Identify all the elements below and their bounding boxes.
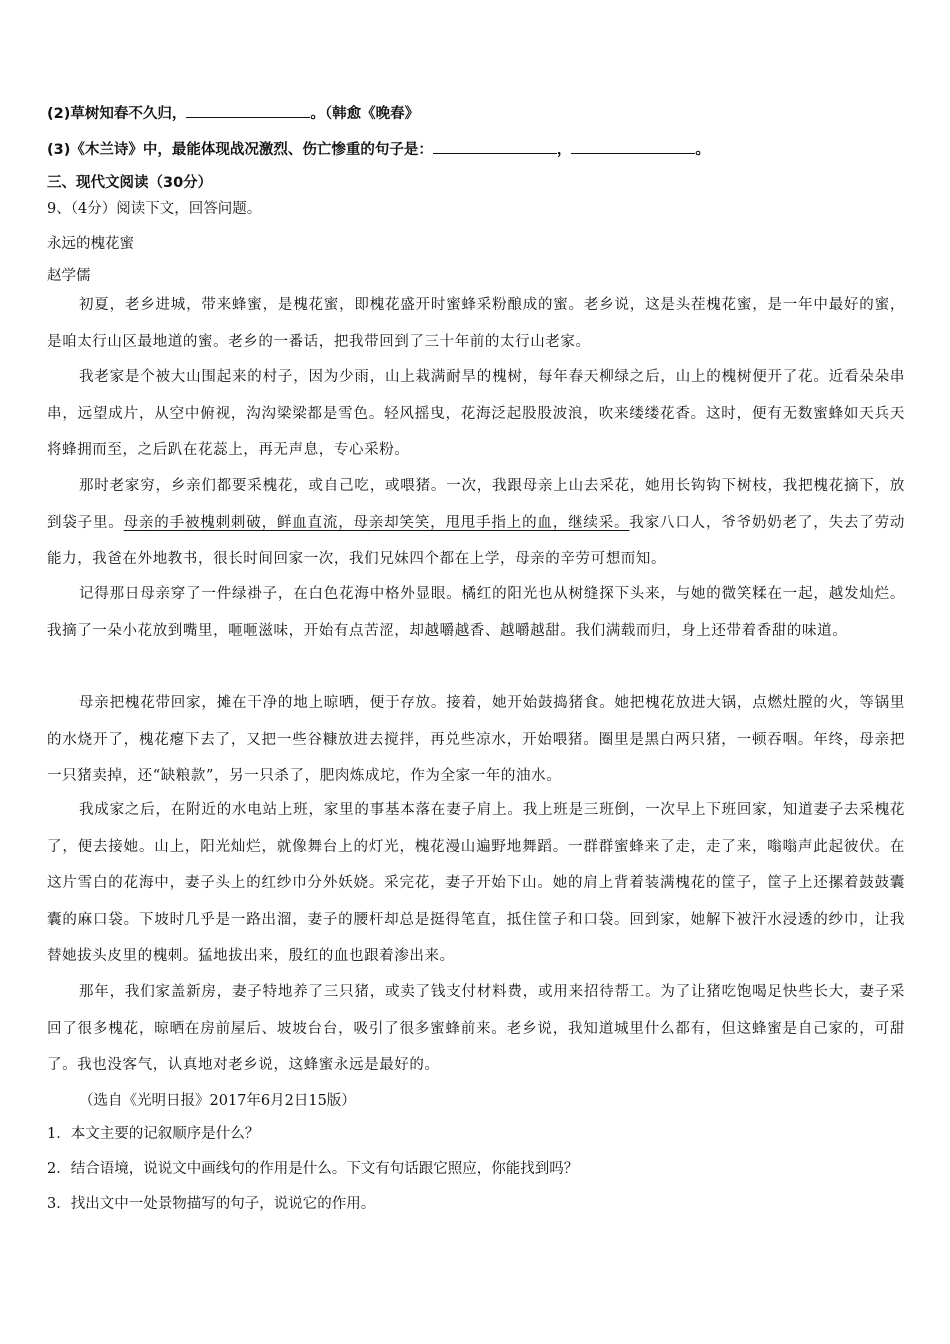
article-paragraph-1: 初夏，老乡进城，带来蜂蜜，是槐花蜜，即槐花盛开时蜜蜂采粉酿成的蜜。老乡说，这是头茬槐花蜜，是一年中最好的蜜，是咱太行山区最地道的蜜。老乡的一番话，把我带回到了三十年前的太行山老家。 <box>47 297 905 350</box>
fill-item-2-prefix: (2)草树知春不久归， <box>47 106 187 122</box>
fill-item-3-suffix: 。 <box>695 142 710 158</box>
question-intro: 9、（4分）阅读下文，回答问题。 <box>47 201 262 217</box>
article-paragraph-2: 我老家是个被大山围起来的村子，因为少雨，山上栽满耐旱的槐树，每年春天柳绿之后，山上的槐树便开了花。近看朵朵串串，远望成片，从空中俯视，沟沟梁梁都是雪色。轻风摇曳，花海泛起股股波浪，吹来缕缕花香。这时，便有无数蜜蜂如天兵天将蜂拥而至，之后趴在花蕊上，再无声息，专心采粉。 <box>47 369 905 458</box>
answer-blank[interactable] <box>571 138 695 154</box>
underlined-sentence: 母亲的手被槐刺刺破，鲜血直流，母亲却笑笑，甩甩手指上的血，继续采。 <box>123 514 630 531</box>
article-paragraph-4: 记得那日母亲穿了一件绿褂子，在白色花海中格外显眼。橘红的阳光也从树缝探下头来，与她的微笑糅在一起，越发灿烂。我摘了一朵小花放到嘴里，咂咂滋味，开始有点苦涩，却越嚼越香、越嚼越甜。我们满载而归，身上还带着香甜的味道。 <box>47 586 905 639</box>
fill-item-2 <box>47 102 419 123</box>
answer-blank[interactable] <box>433 138 557 154</box>
article-paragraph-7: 那年，我们家盖新房，妻子特地养了三只猪，或卖了钱支付材料费，或用来招待帮工。为了让猪吃饱喝足快些长大，妻子采回了很多槐花，晾晒在房前屋后、坡坡台台，吸引了很多蜜蜂前来。老乡说，我知道城里什么都有，但这蜂蜜是自己家的，可甜了。我也没客气，认真地对老乡说，这蜂蜜永远是最好的。 <box>47 984 905 1073</box>
fill-item-2-suffix: 。（韩愈《晚春》 <box>310 106 420 122</box>
question-1: 1．本文主要的记叙顺序是什么？ <box>47 1126 260 1142</box>
paragraph-3-text-after: 我家八口人，爷爷奶奶老了，失去了劳动能力，我爸在外地教书，很长时间回家一次，我们兄妹四个都在上学，母亲的辛劳可想而知。 <box>47 514 906 567</box>
paragraph-3-text-before: 那时老家穷，乡亲们都要采槐花，或自己吃，或喂猪。一次，我跟母亲上山去采花，她用长钩钩下树枝，我把槐花摘下，放到袋子里。 <box>47 478 905 531</box>
article-source: （选自《光明日报》2017年6月2日15版） <box>79 1093 356 1109</box>
fill-item-3-prefix: (3)《木兰诗》中，最能体现战况激烈、伤亡惨重的句子是： <box>47 142 433 158</box>
question-2: 2．结合语境，说说文中画线句的作用是什么。下文有句话跟它照应，你能找到吗？ <box>47 1161 579 1177</box>
article-title: 永远的槐花蜜 <box>47 236 134 252</box>
article-paragraph-3 <box>47 468 905 578</box>
answer-blank[interactable] <box>186 102 310 118</box>
question-3: 3．找出文中一处景物描写的句子，说说它的作用。 <box>47 1196 376 1212</box>
fill-item-3 <box>47 138 710 159</box>
article-paragraph-6: 我成家之后，在附近的水电站上班，家里的事基本落在妻子肩上。我上班是三班倒，一次早上下班回家，知道妻子去采槐花了，便去接她。山上，阳光灿烂，就像舞台上的灯光，槐花漫山遍野地舞蹈。一群群蜜蜂来了走，走了来，嗡嗡声此起彼伏。在这片雪白的花海中，妻子头上的红纱巾分外妖娆。采完花，妻子开始下山。她的肩上背着装满槐花的筐子，筐子上还摞着鼓鼓囊囊的麻口袋。下坡时几乎是一路出溜，妻子的腰杆却总是挺得笔直，抵住筐子和口袋。回到家，她解下被汗水浸透的纱巾，让我替她拔头皮里的槐刺。猛地拔出来，殷红的血也跟着渗出来。 <box>47 802 905 964</box>
section-title: 三、现代文阅读（30分） <box>47 175 213 191</box>
fill-item-3-middle: ， <box>556 142 572 158</box>
article-paragraph-5: 母亲把槐花带回家，摊在干净的地上晾晒，便于存放。接着，她开始鼓捣猪食。她把槐花放进大锅，点燃灶膛的火，等锅里的水烧开了，槐花瘪下去了，又把一些谷糠放进去搅拌，再兑些凉水，开始喂猪。圈里是黑白两只猪，一顿吞咽。年终，母亲把一只猪卖掉，还“缺粮款”，另一只杀了，肥肉炼成坨，作为全家一年的油水。 <box>47 695 905 784</box>
article-author: 赵学儒 <box>47 268 91 284</box>
